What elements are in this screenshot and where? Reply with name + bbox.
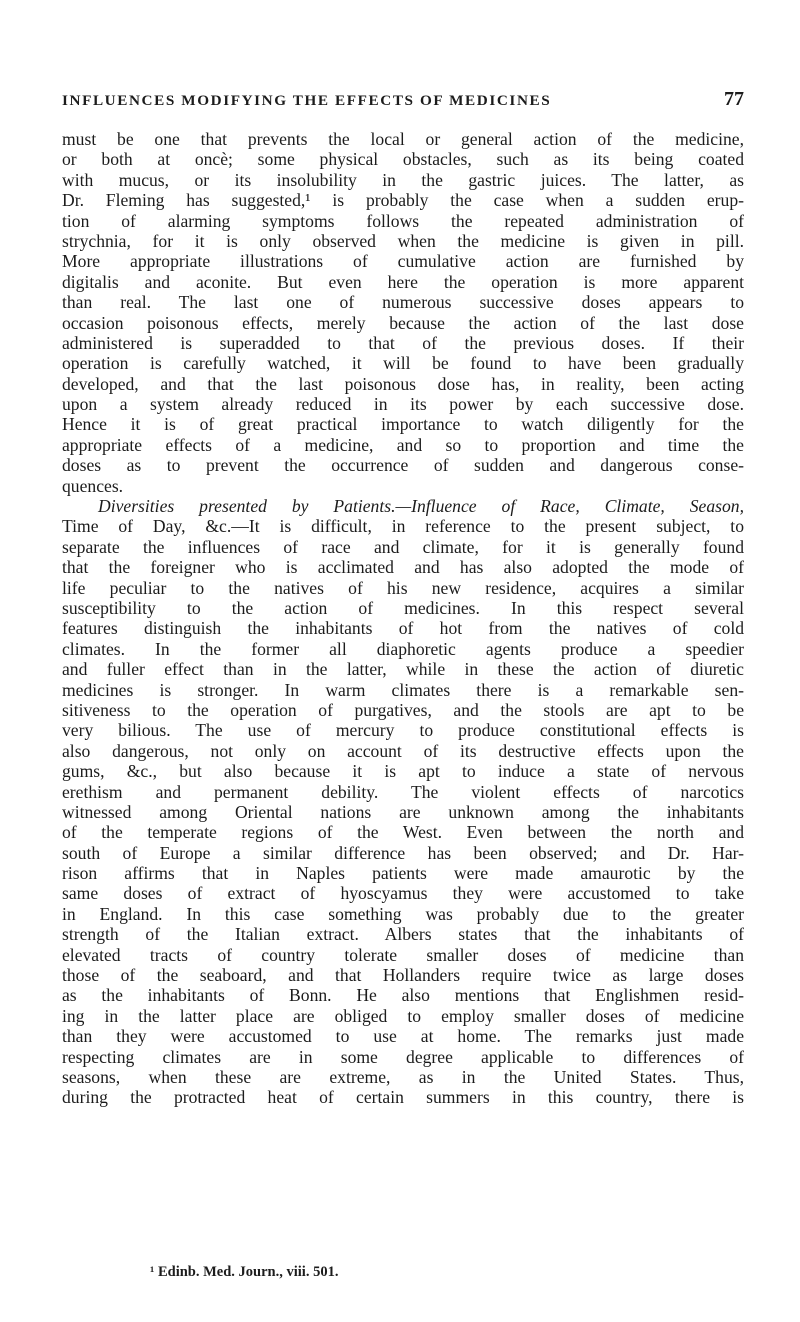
text-line: rison affirms that in Naples patients were made amaurotic by the (62, 863, 744, 884)
text-line: during the protracted heat of certain summers in this country, there is (62, 1087, 744, 1108)
text-line: respecting climates are in some degree applicable to differences of (62, 1046, 744, 1067)
text-line: Time of Day, &c.—It is difficult, in reference to the present subject, to (62, 516, 744, 537)
text-line: seasons, when these are extreme, as in the United States. Thus, (62, 1066, 744, 1087)
text-line: tion of alarming symptoms follows the repeated administration of (62, 210, 744, 231)
text-line: in England. In this case something was probably due to the greater (62, 903, 744, 924)
body-text (62, 129, 744, 1108)
text-line: strychnia, for it is only observed when the medicine is given in pill. (62, 230, 744, 251)
text-line: than they were accustomed to use at home. The remarks just made (62, 1026, 744, 1047)
text-line: features distinguish the inhabitants of hot from the natives of cold (62, 618, 744, 639)
text-line: south of Europe a similar difference has been observed; and Dr. Har- (62, 842, 744, 863)
text-line: Hence it is of great practical importance to watch diligently for the (62, 414, 744, 435)
text-line: separate the influences of race and climate, for it is generally found (62, 536, 744, 557)
text-line: ing in the latter place are obliged to employ smaller doses of medicine (62, 1005, 744, 1026)
text-line: that the foreigner who is acclimated and has also adopted the mode of (62, 557, 744, 578)
text-line: witnessed among Oriental nations are unknown among the inhabitants (62, 801, 744, 822)
text-line: appropriate effects of a medicine, and so to proportion and time the (62, 434, 744, 455)
text-line: susceptibility to the action of medicines. In this respect several (62, 597, 744, 618)
text-line: sitiveness to the operation of purgatives, and the stools are apt to be (62, 699, 744, 720)
text-line: digitalis and aconite. But even here the operation is more apparent (62, 271, 744, 292)
running-head (62, 88, 744, 118)
text-line: More appropriate illustrations of cumulative action are furnished by (62, 251, 744, 272)
running-title: INFLUENCES MODIFYING THE EFFECTS OF MEDICINES (62, 92, 552, 109)
text-line: operation is carefully watched, it will be found to have been gradually (62, 353, 744, 374)
text-line: climates. In the former all diaphoretic agents produce a speedier (62, 638, 744, 659)
text-line: developed, and that the last poisonous dose has, in reality, been acting (62, 373, 744, 394)
text-line: life peculiar to the natives of his new residence, acquires a similar (62, 577, 744, 598)
text-line: upon a system already reduced in its power by each successive dose. (62, 394, 744, 415)
text-line: occasion poisonous effects, merely because the action of the last dose (62, 312, 744, 333)
text-line: than real. The last one of numerous successive doses appears to (62, 292, 744, 313)
text-line: same doses of extract of hyoscyamus they were accustomed to take (62, 883, 744, 904)
text-line: gums, &c., but also because it is apt to induce a state of nervous (62, 761, 744, 782)
text-line: erethism and permanent debility. The violent effects of narcotics (62, 781, 744, 802)
text-line: or both at oncè; some physical obstacles, such as its being coated (62, 149, 744, 170)
section-heading-line: Diversities presented by Patients.—Influence of Race, Climate, Season, (98, 496, 744, 517)
text-line: as the inhabitants of Bonn. He also mentions that Englishmen resid- (62, 985, 744, 1006)
text-line: must be one that prevents the local or general action of the medicine, (62, 129, 744, 149)
text-line: Dr. Fleming has suggested,¹ is probably the case when a sudden erup- (62, 190, 744, 211)
text-line: and fuller effect than in the latter, while in these the action of diuretic (62, 659, 744, 680)
text-line: strength of the Italian extract. Albers states that the inhabitants of (62, 924, 744, 945)
footnote: ¹ Edinb. Med. Journ., viii. 501. (150, 1264, 339, 1280)
text-line: medicines is stronger. In warm climates there is a remarkable sen- (62, 679, 744, 700)
text-line: quences. (62, 475, 124, 496)
page-number: 77 (724, 88, 744, 110)
text-line: with mucus, or its insolubility in the gastric juices. The latter, as (62, 169, 744, 190)
text-line: elevated tracts of country tolerate smaller doses of medicine than (62, 944, 744, 965)
text-line: very bilious. The use of mercury to produce constitutional effects is (62, 720, 744, 741)
text-line: also dangerous, not only on account of its destructive effects upon the (62, 740, 744, 761)
text-line: those of the seaboard, and that Hollanders require twice as large doses (62, 965, 744, 986)
text-line: of the temperate regions of the West. Even between the north and (62, 822, 744, 843)
text-line: administered is superadded to that of the previous doses. If their (62, 332, 744, 353)
text-line: doses as to prevent the occurrence of sudden and dangerous conse- (62, 455, 744, 476)
